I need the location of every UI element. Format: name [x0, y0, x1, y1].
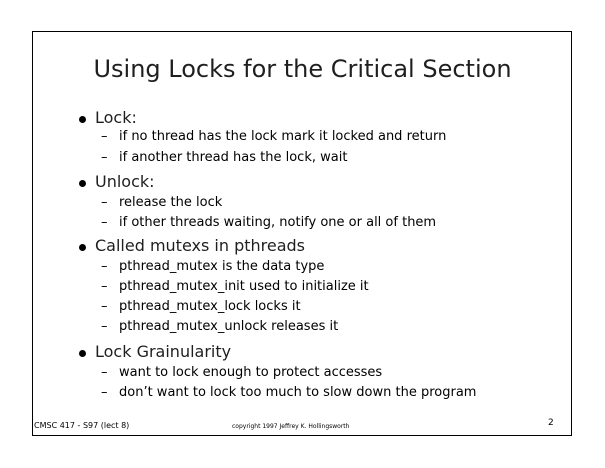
- bullet-lock-grainularity: Lock Grainularity: [95, 342, 232, 361]
- sub-dash: –: [101, 259, 108, 274]
- sub-item: if another thread has the lock, wait: [119, 150, 348, 165]
- sub-dash: –: [101, 195, 108, 210]
- sub-item: pthread_mutex_lock locks it: [119, 299, 301, 314]
- bullet-dot: [79, 244, 86, 251]
- sub-dash: –: [101, 385, 108, 400]
- page-number: 2: [548, 418, 554, 428]
- sub-dash: –: [101, 299, 108, 314]
- slide-title: Using Locks for the Critical Section: [93, 55, 512, 83]
- sub-item: pthread_mutex_unlock releases it: [119, 319, 339, 334]
- sub-item: if other threads waiting, notify one or all of them: [119, 215, 437, 230]
- bullet-unlock: Unlock:: [95, 172, 155, 191]
- sub-item: release the lock: [119, 195, 223, 210]
- sub-item: pthread_mutex is the data type: [119, 259, 325, 274]
- sub-item: if no thread has the lock mark it locked and return: [119, 129, 447, 144]
- sub-dash: –: [101, 215, 108, 230]
- bullet-lock: Lock:: [95, 108, 137, 127]
- footer-copyright: copyright 1997 Jeffrey K. Hollingsworth: [232, 423, 350, 430]
- sub-item: don’t want to lock too much to slow down the program: [119, 385, 477, 400]
- sub-dash: –: [101, 365, 108, 380]
- sub-dash: –: [101, 150, 108, 165]
- footer-course: CMSC 417 - S97 (lect 8): [34, 421, 130, 430]
- sub-item: want to lock enough to protect accesses: [119, 365, 383, 380]
- bullet-dot: [79, 350, 86, 357]
- sub-dash: –: [101, 129, 108, 144]
- sub-dash: –: [101, 319, 108, 334]
- bullet-dot: [79, 180, 86, 187]
- sub-dash: –: [101, 279, 108, 294]
- bullet-mutexs: Called mutexs in pthreads: [95, 236, 306, 255]
- bullet-dot: [79, 116, 86, 123]
- sub-item: pthread_mutex_init used to initialize it: [119, 279, 369, 294]
